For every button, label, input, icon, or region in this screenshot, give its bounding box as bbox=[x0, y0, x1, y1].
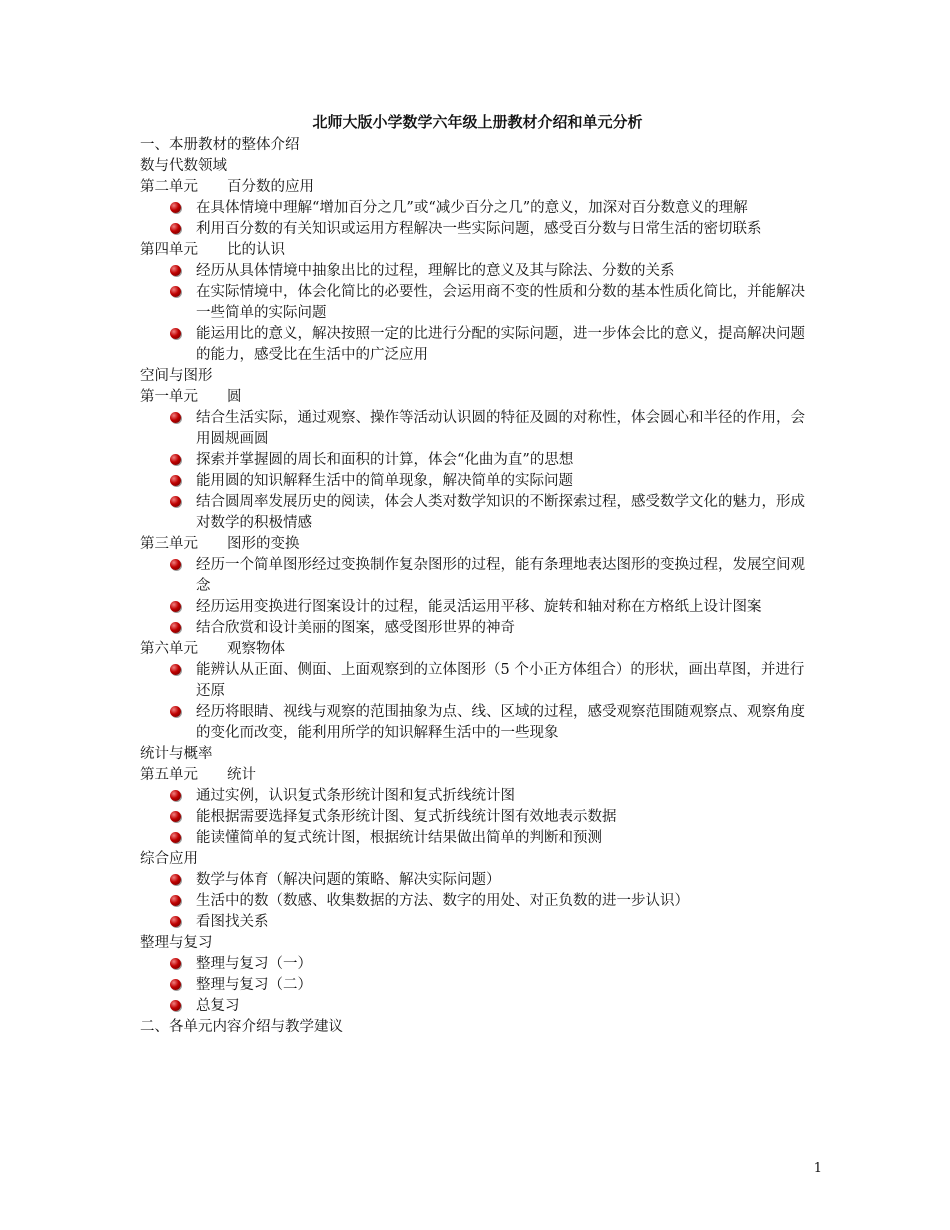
bullet-list bbox=[140, 954, 815, 1017]
list-item-text: 能根据需要选择复式条形统计图、复式折线统计图有效地表示数据 bbox=[196, 809, 617, 825]
list-item-text: 经历从具体情境中抽象出比的过程，理解比的意义及其与除法、分数的关系 bbox=[196, 263, 675, 279]
list-item-text: 经历一个简单图形经过变换制作复杂图形的过程，能有条理地表达图形的变换过程，发展空间观念 bbox=[196, 557, 805, 594]
list-item-text: 探索并掌握圆的周长和面积的计算，体会“化曲为直”的思想 bbox=[196, 452, 574, 468]
list-item bbox=[140, 975, 815, 996]
bullet-list bbox=[140, 198, 815, 240]
list-item bbox=[140, 870, 815, 891]
domain-heading: 综合应用 bbox=[140, 851, 198, 867]
list-item bbox=[140, 261, 815, 282]
bullet-sphere-icon bbox=[170, 706, 181, 717]
bullet-list bbox=[140, 261, 815, 366]
section-heading-2: 二、各单元内容介绍与教学建议 bbox=[140, 1019, 343, 1035]
bullet-sphere-icon bbox=[170, 223, 181, 234]
bullet-list bbox=[140, 870, 815, 933]
list-item-text: 经历运用变换进行图案设计的过程，能灵活运用平移、旋转和轴对称在方格纸上设计图案 bbox=[196, 599, 762, 615]
document-title: 北师大版小学数学六年级上册教材介绍和单元分析 bbox=[312, 113, 643, 131]
list-item-text: 看图找关系 bbox=[196, 914, 269, 930]
list-item bbox=[140, 471, 815, 492]
domain-heading: 整理与复习 bbox=[140, 935, 213, 951]
list-item bbox=[140, 912, 815, 933]
domain-heading: 统计与概率 bbox=[140, 746, 213, 762]
list-item bbox=[140, 492, 815, 534]
bullet-sphere-icon bbox=[170, 916, 181, 927]
list-item bbox=[140, 891, 815, 912]
document-page bbox=[140, 112, 815, 1038]
list-item-text: 结合欣赏和设计美丽的图案，感受图形世界的神奇 bbox=[196, 620, 515, 636]
bullet-list bbox=[140, 555, 815, 639]
list-item-text: 整理与复习（二） bbox=[196, 977, 312, 993]
list-item bbox=[140, 555, 815, 597]
domain-heading: 数与代数领域 bbox=[140, 158, 227, 174]
bullet-sphere-icon bbox=[170, 454, 181, 465]
list-item bbox=[140, 408, 815, 450]
bullet-sphere-icon bbox=[170, 790, 181, 801]
bullet-sphere-icon bbox=[170, 496, 181, 507]
list-item bbox=[140, 618, 815, 639]
bullet-sphere-icon bbox=[170, 412, 181, 423]
bullet-list bbox=[140, 786, 815, 849]
list-item bbox=[140, 324, 815, 366]
list-item bbox=[140, 996, 815, 1017]
list-item bbox=[140, 828, 815, 849]
unit-heading: 第五单元 统计 bbox=[140, 767, 256, 783]
list-item bbox=[140, 660, 815, 702]
bullet-sphere-icon bbox=[170, 664, 181, 675]
list-item-text: 经历将眼睛、视线与观察的范围抽象为点、线、区域的过程，感受观察范围随观察点、观察角度的变化而改变，能利用所学的知识解释生活中的一些现象 bbox=[196, 704, 805, 741]
bullet-sphere-icon bbox=[170, 559, 181, 570]
bullet-sphere-icon bbox=[170, 622, 181, 633]
section-heading-1: 一、本册教材的整体介绍 bbox=[140, 137, 300, 153]
list-item-text: 能运用比的意义，解决按照一定的比进行分配的实际问题，进一步体会比的意义，提高解决问题的能力，感受比在生活中的广泛应用 bbox=[196, 326, 805, 363]
list-item-text: 能读懂简单的复式统计图，根据统计结果做出简单的判断和预测 bbox=[196, 830, 602, 846]
unit-heading: 第四单元 比的认识 bbox=[140, 242, 285, 258]
list-item bbox=[140, 702, 815, 744]
bullet-sphere-icon bbox=[170, 202, 181, 213]
bullet-sphere-icon bbox=[170, 286, 181, 297]
bullet-sphere-icon bbox=[170, 832, 181, 843]
list-item bbox=[140, 282, 815, 324]
list-item bbox=[140, 450, 815, 471]
list-item bbox=[140, 954, 815, 975]
list-item-text: 通过实例，认识复式条形统计图和复式折线统计图 bbox=[196, 788, 515, 804]
list-item-text: 结合生活实际，通过观察、操作等活动认识圆的特征及圆的对称性，体会圆心和半径的作用，会用圆规画圆 bbox=[196, 410, 805, 447]
bullet-sphere-icon bbox=[170, 874, 181, 885]
list-item-text: 整理与复习（一） bbox=[196, 956, 312, 972]
bullet-sphere-icon bbox=[170, 895, 181, 906]
list-item bbox=[140, 807, 815, 828]
list-item-text: 总复习 bbox=[196, 998, 240, 1014]
unit-heading: 第六单元 观察物体 bbox=[140, 641, 285, 657]
bullet-list bbox=[140, 660, 815, 744]
list-item-text: 数学与体育（解决问题的策略、解决实际问题） bbox=[196, 872, 501, 888]
list-item-text: 在具体情境中理解“增加百分之几”或“减少百分之几”的意义，加深对百分数意义的理解 bbox=[196, 200, 748, 216]
list-item bbox=[140, 219, 815, 240]
list-item-text: 利用百分数的有关知识或运用方程解决一些实际问题，感受百分数与日常生活的密切联系 bbox=[196, 221, 762, 237]
bullet-sphere-icon bbox=[170, 601, 181, 612]
unit-heading: 第三单元 图形的变换 bbox=[140, 536, 300, 552]
bullet-sphere-icon bbox=[170, 265, 181, 276]
bullet-sphere-icon bbox=[170, 1000, 181, 1011]
page-number: 1 bbox=[813, 1161, 822, 1176]
unit-heading: 第一单元 圆 bbox=[140, 389, 242, 405]
list-item-text: 生活中的数（数感、收集数据的方法、数字的用处、对正负数的进一步认识） bbox=[196, 893, 689, 909]
list-item-text: 在实际情境中，体会化简比的必要性，会运用商不变的性质和分数的基本性质化简比，并能解决一些简单的实际问题 bbox=[196, 284, 805, 321]
list-item bbox=[140, 597, 815, 618]
bullet-sphere-icon bbox=[170, 328, 181, 339]
list-item-text: 能用圆的知识解释生活中的简单现象，解决简单的实际问题 bbox=[196, 473, 573, 489]
domain-heading: 空间与图形 bbox=[140, 368, 213, 384]
list-item-text: 结合圆周率发展历史的阅读，体会人类对数学知识的不断探索过程，感受数学文化的魅力，形成对数学的积极情感 bbox=[196, 494, 805, 531]
bullet-sphere-icon bbox=[170, 958, 181, 969]
list-item-text: 能辨认从正面、侧面、上面观察到的立体图形（5 个小正方体组合）的形状，画出草图，并进行还原 bbox=[196, 662, 805, 699]
list-item bbox=[140, 198, 815, 219]
bullet-list bbox=[140, 408, 815, 534]
bullet-sphere-icon bbox=[170, 979, 181, 990]
unit-heading: 第二单元 百分数的应用 bbox=[140, 179, 314, 195]
list-item bbox=[140, 786, 815, 807]
bullet-sphere-icon bbox=[170, 475, 181, 486]
bullet-sphere-icon bbox=[170, 811, 181, 822]
document-body bbox=[140, 156, 815, 1017]
